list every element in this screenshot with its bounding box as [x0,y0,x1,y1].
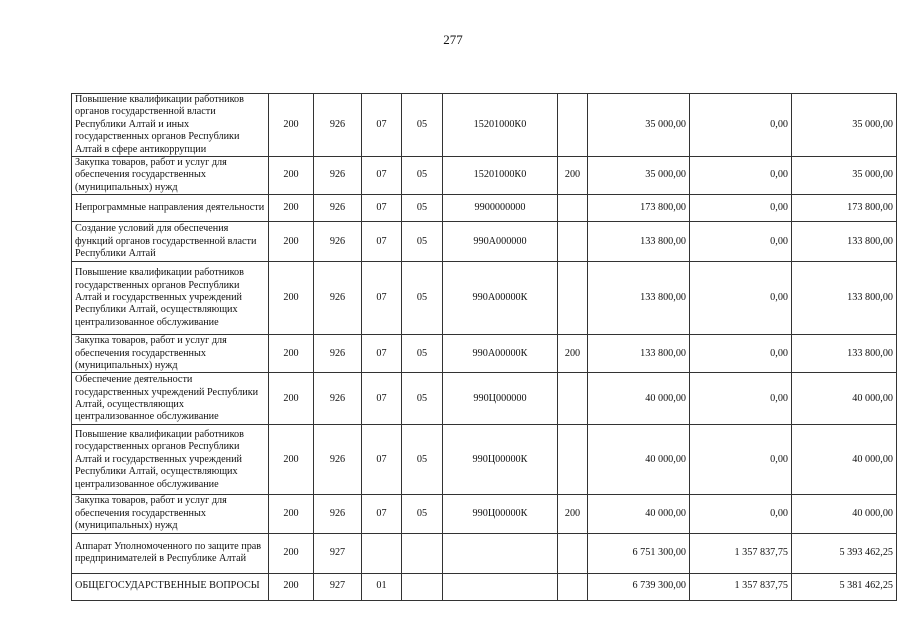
cell-gov: 926 [314,425,362,495]
cell-section: 07 [362,425,402,495]
cell-total: 133 800,00 [588,222,690,262]
cell-section: 07 [362,195,402,222]
cell-expense-type [558,425,588,495]
row-name: Закупка товаров, работ и услуг для обеспечения государственных (муниципальных) нужд [72,157,269,195]
cell-section: 07 [362,94,402,157]
cell-total: 173 800,00 [588,195,690,222]
cell-federal: 0,00 [690,262,792,335]
cell-admin: 200 [269,495,314,533]
cell-gov: 926 [314,335,362,373]
cell-total: 35 000,00 [588,94,690,157]
cell-target: 990Ц00000К [443,425,558,495]
table-row [72,425,897,495]
cell-admin: 200 [269,94,314,157]
cell-regional: 35 000,00 [792,94,897,157]
cell-section: 07 [362,373,402,425]
cell-gov: 926 [314,495,362,533]
cell-target: 990Ц000000 [443,373,558,425]
cell-gov: 926 [314,222,362,262]
cell-subsection [402,573,443,600]
cell-regional: 40 000,00 [792,495,897,533]
cell-regional: 133 800,00 [792,262,897,335]
cell-section: 01 [362,573,402,600]
cell-expense-type [558,222,588,262]
cell-federal: 0,00 [690,94,792,157]
cell-gov: 926 [314,195,362,222]
cell-total: 6 739 300,00 [588,573,690,600]
cell-federal: 1 357 837,75 [690,573,792,600]
cell-expense-type [558,533,588,573]
cell-gov: 927 [314,573,362,600]
cell-federal: 0,00 [690,425,792,495]
cell-admin: 200 [269,425,314,495]
cell-federal: 0,00 [690,195,792,222]
cell-target [443,573,558,600]
cell-subsection: 05 [402,157,443,195]
row-name: Повышение квалификации работников государственных органов Республики Алтай и государственных учреждений Республики Алтай, осуществляющих централизованное обслуживание [72,425,269,495]
row-name: Создание условий для обеспечения функций органов государственной власти Республики Алтай [72,222,269,262]
row-name: ОБЩЕГОСУДАРСТВЕННЫЕ ВОПРОСЫ [72,573,269,600]
cell-admin: 200 [269,195,314,222]
cell-gov: 926 [314,373,362,425]
cell-regional: 5 381 462,25 [792,573,897,600]
page-number: 277 [443,32,463,47]
row-name: Повышение квалификации работников органов государственной власти Республики Алтай и иных государственных органов Республики Алтай в сфере антикоррупции [72,94,269,157]
cell-subsection: 05 [402,262,443,335]
cell-admin: 200 [269,373,314,425]
cell-gov: 926 [314,262,362,335]
cell-total: 40 000,00 [588,425,690,495]
cell-federal: 0,00 [690,495,792,533]
cell-gov: 926 [314,157,362,195]
budget-table [71,93,897,601]
cell-federal: 0,00 [690,373,792,425]
cell-subsection: 05 [402,335,443,373]
cell-federal: 0,00 [690,335,792,373]
cell-gov: 926 [314,94,362,157]
cell-section: 07 [362,262,402,335]
cell-admin: 200 [269,262,314,335]
cell-admin: 200 [269,533,314,573]
cell-section: 07 [362,157,402,195]
cell-total: 6 751 300,00 [588,533,690,573]
table-row [72,222,897,262]
cell-total: 133 800,00 [588,335,690,373]
cell-admin: 200 [269,157,314,195]
cell-regional: 35 000,00 [792,157,897,195]
cell-expense-type: 200 [558,157,588,195]
table-row [72,157,897,195]
table-row [72,94,897,157]
table-row [72,335,897,373]
cell-expense-type [558,195,588,222]
cell-target: 15201000К0 [443,157,558,195]
cell-section: 07 [362,495,402,533]
cell-target: 9900000000 [443,195,558,222]
cell-target [443,533,558,573]
cell-section: 07 [362,222,402,262]
row-name: Закупка товаров, работ и услуг для обеспечения государственных (муниципальных) нужд [72,495,269,533]
cell-expense-type [558,373,588,425]
cell-target: 990А00000К [443,262,558,335]
row-name: Непрограммные направления деятельности [72,195,269,222]
cell-admin: 200 [269,335,314,373]
cell-federal: 0,00 [690,157,792,195]
cell-admin: 200 [269,222,314,262]
cell-expense-type [558,262,588,335]
cell-regional: 133 800,00 [792,335,897,373]
cell-subsection: 05 [402,373,443,425]
cell-regional: 40 000,00 [792,373,897,425]
table-row [72,573,897,600]
row-name: Повышение квалификации работников государственных органов Республики Алтай и государственных учреждений Республики Алтай, осуществляющих централизованное обслуживание [72,262,269,335]
cell-subsection: 05 [402,195,443,222]
cell-subsection: 05 [402,495,443,533]
cell-subsection: 05 [402,425,443,495]
cell-subsection: 05 [402,222,443,262]
cell-expense-type: 200 [558,335,588,373]
cell-total: 35 000,00 [588,157,690,195]
table-row [72,533,897,573]
cell-total: 40 000,00 [588,373,690,425]
cell-total: 40 000,00 [588,495,690,533]
cell-gov: 927 [314,533,362,573]
row-name: Обеспечение деятельности государственных учреждений Республики Алтай, осуществляющих централизованное обслуживание [72,373,269,425]
table-row [72,262,897,335]
cell-subsection [402,533,443,573]
cell-federal: 1 357 837,75 [690,533,792,573]
table-row [72,495,897,533]
cell-regional: 173 800,00 [792,195,897,222]
cell-target: 990Ц00000К [443,495,558,533]
table-row [72,195,897,222]
cell-target: 990А000000 [443,222,558,262]
row-name: Аппарат Уполномоченного по защите прав предпринимателей в Республике Алтай [72,533,269,573]
cell-regional: 133 800,00 [792,222,897,262]
cell-section [362,533,402,573]
cell-expense-type: 200 [558,495,588,533]
table-row [72,373,897,425]
cell-expense-type [558,573,588,600]
cell-regional: 40 000,00 [792,425,897,495]
cell-total: 133 800,00 [588,262,690,335]
row-name: Закупка товаров, работ и услуг для обеспечения государственных (муниципальных) нужд [72,335,269,373]
cell-target: 990А00000К [443,335,558,373]
cell-regional: 5 393 462,25 [792,533,897,573]
cell-admin: 200 [269,573,314,600]
cell-subsection: 05 [402,94,443,157]
cell-expense-type [558,94,588,157]
cell-section: 07 [362,335,402,373]
cell-federal: 0,00 [690,222,792,262]
cell-target: 15201000К0 [443,94,558,157]
